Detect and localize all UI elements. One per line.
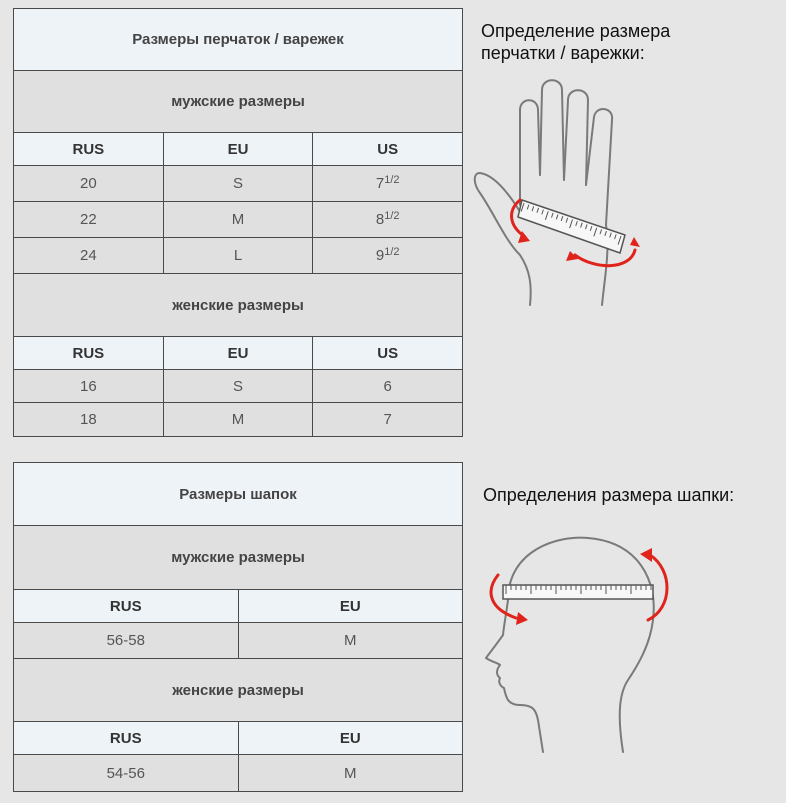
us-whole: 9 [375, 247, 385, 264]
glove-women-section-label: женские размеры [14, 274, 462, 337]
hand-measure-icon [470, 75, 660, 310]
cell-us: 6 [383, 377, 392, 395]
head-measure-icon [478, 530, 678, 760]
table-row [14, 623, 462, 659]
cell-us: 7 [383, 411, 392, 428]
cell-rus: 56-58 [14, 623, 239, 658]
measuring-tape [518, 200, 625, 253]
cell-rus: 22 [14, 202, 164, 237]
table-row [14, 370, 462, 403]
column-header-rus: RUS [14, 590, 239, 622]
hat-men-header-row [14, 590, 462, 623]
table-row [14, 403, 462, 436]
hat-figure-title: Определения размера шапки: [483, 485, 735, 505]
hat-women-section-label: женские размеры [14, 659, 462, 722]
us-whole: 7 [375, 175, 385, 192]
glove-size-table [13, 8, 463, 437]
glove-table-caption: Размеры перчаток / варежек [14, 9, 462, 71]
cell-us [313, 202, 462, 237]
cell-rus: 20 [14, 166, 164, 201]
cell-eu: M [344, 632, 357, 649]
column-header-eu: EU [339, 597, 361, 615]
column-header-rus: RUS [14, 337, 164, 369]
glove-figure-title-line1: Определение размера [481, 21, 671, 41]
cell-rus: 16 [14, 370, 164, 402]
cell-eu: M [344, 764, 357, 782]
table-row [14, 238, 462, 274]
column-header-us: US [377, 140, 399, 158]
cell-rus: 54-56 [14, 755, 239, 791]
measuring-tape [503, 585, 653, 599]
table-row [14, 755, 462, 791]
cell-us [313, 238, 462, 273]
cell-eu: S [164, 166, 314, 201]
cell-eu: M [164, 202, 314, 237]
column-header-rus: RUS [14, 722, 239, 754]
glove-men-header-row [14, 133, 462, 166]
column-header-rus: RUS [14, 133, 164, 165]
hat-men-section-label: мужские размеры [14, 526, 462, 590]
cell-eu: L [164, 238, 314, 273]
column-header-eu: EU [164, 133, 314, 165]
hat-table-caption: Размеры шапок [14, 463, 462, 526]
glove-figure-title-line2: перчатки / варежки: [481, 43, 645, 63]
us-fraction: 1/2 [384, 173, 400, 186]
cell-eu: M [164, 403, 314, 436]
hat-size-table [13, 462, 463, 792]
us-fraction: 1/2 [384, 245, 400, 258]
cell-eu: S [164, 370, 314, 402]
hat-women-header-row [14, 722, 462, 755]
glove-figure-title [481, 20, 670, 64]
cell-us [313, 166, 462, 201]
column-header-eu: EU [339, 729, 361, 747]
us-fraction: 1/2 [384, 209, 400, 222]
glove-women-header-row [14, 337, 462, 370]
cell-rus: 18 [14, 403, 164, 436]
column-header-eu: EU [164, 337, 314, 369]
us-whole: 8 [375, 211, 385, 228]
column-header-us: US [377, 344, 399, 362]
glove-men-section-label: мужские размеры [14, 71, 462, 133]
cell-rus: 24 [14, 238, 164, 273]
table-row [14, 202, 462, 238]
table-row [14, 166, 462, 202]
